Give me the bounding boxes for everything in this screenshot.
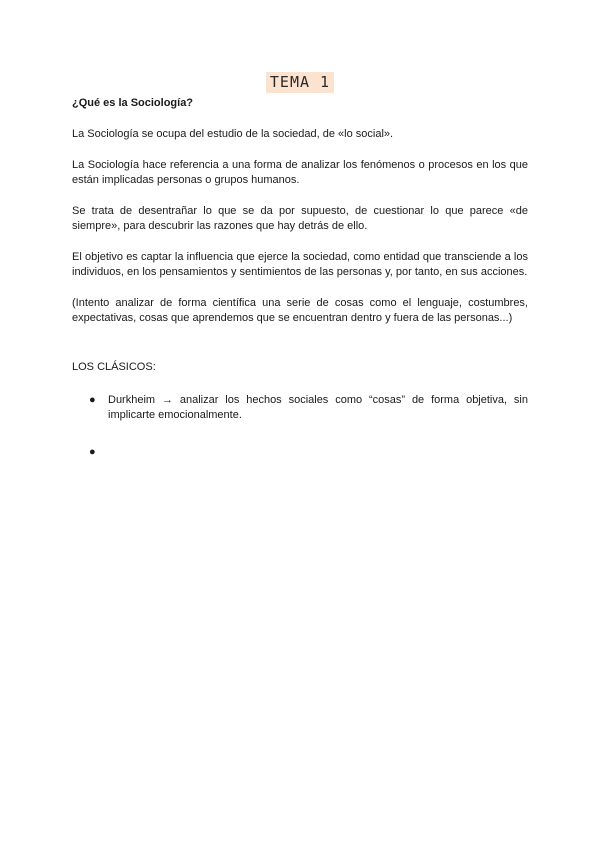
paragraph: (Intento analizar de forma científica una serie de cosas como el lenguaje, costumbres, expectativas, cosas que aprendemos que se encuentran dentro y fuera de las personas...) xyxy=(72,297,528,324)
list-item-text: Durkheim → analizar los hechos sociales como “cosas” de forma objetiva, sin implicarte emocionalmente. xyxy=(108,394,528,421)
list-item xyxy=(72,393,528,423)
paragraph: El objetivo es captar la influencia que ejerce la sociedad, como entidad que transciende a los individuos, en los pensamientos y sentimientos de las personas y, por tanto, en sus acciones. xyxy=(72,251,528,278)
title-container xyxy=(0,72,600,93)
section-heading: ¿Qué es la Sociología? xyxy=(72,97,194,109)
bullet-icon: ● xyxy=(89,394,96,406)
document-body xyxy=(72,96,528,460)
paragraph: La Sociología se ocupa del estudio de la sociedad, de «lo social». xyxy=(72,128,394,140)
bullet-icon: ● xyxy=(89,446,96,458)
bullet-list xyxy=(72,393,528,460)
page-title: TEMA 1 xyxy=(266,72,334,93)
classics-heading: LOS CLÁSICOS: xyxy=(72,361,156,373)
list-item xyxy=(72,445,528,460)
paragraph: Se trata de desentrañar lo que se da por supuesto, de cuestionar lo que parece «de siempre», para descubrir las razones que hay detrás de ello. xyxy=(72,205,528,232)
paragraph: La Sociología hace referencia a una forma de analizar los fenómenos o procesos en los que están implicadas personas o grupos humanos. xyxy=(72,159,528,186)
